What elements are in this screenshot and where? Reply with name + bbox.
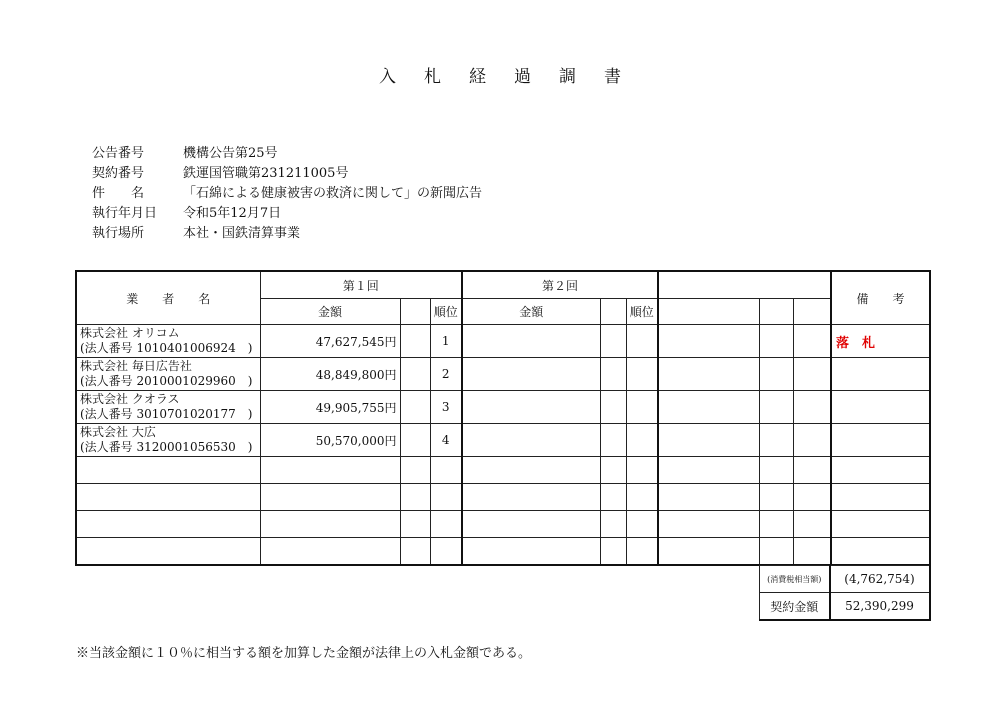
- contract-label: 契約金額: [760, 593, 830, 621]
- blank-cell: [658, 358, 759, 391]
- summary-table: [759, 565, 931, 621]
- header-row-1: [76, 271, 930, 299]
- blank-cell: [260, 511, 400, 538]
- blank-cell: [759, 424, 793, 457]
- info-value: 鉄運国管職第231211005号: [183, 166, 349, 181]
- blank-cell: [793, 511, 831, 538]
- blank-cell: [626, 484, 658, 511]
- title-char: 過: [514, 67, 531, 87]
- vendor-header: 業 者 名: [76, 271, 260, 325]
- blank-cell: [76, 484, 260, 511]
- tax-value: (4,762,754): [830, 566, 930, 593]
- blank-cell: [658, 484, 759, 511]
- tax-row: [760, 566, 930, 593]
- blank-cell: [759, 391, 793, 424]
- blank-cell: [793, 391, 831, 424]
- table-row: [76, 325, 930, 358]
- info-value: 機構公告第25号: [183, 146, 278, 161]
- blank-cell: [600, 358, 626, 391]
- remark-cell: [831, 391, 930, 424]
- blank-cell: [831, 457, 930, 484]
- blank-header: [400, 299, 430, 325]
- bid-rank: 3: [430, 391, 462, 424]
- corporate-number: (法人番号 1010401006924 ): [80, 341, 253, 355]
- info-row-date: [92, 204, 482, 224]
- round-2-header: 第２回: [462, 271, 658, 299]
- amount-header-1: 金額: [260, 299, 400, 325]
- vendor-name: 株式会社 オリコム: [80, 326, 180, 340]
- remark-cell: [831, 424, 930, 457]
- contract-row: [760, 593, 930, 621]
- info-label: 執行場所: [92, 226, 145, 241]
- blank-header: [793, 299, 831, 325]
- blank-cell: [793, 358, 831, 391]
- blank-cell: [759, 511, 793, 538]
- info-label: 契約番号: [92, 166, 145, 181]
- info-row-subject: [92, 184, 482, 204]
- blank-cell: [462, 358, 600, 391]
- info-row-contract-number: [92, 164, 482, 184]
- blank-cell: [626, 424, 658, 457]
- info-label: 執行年月日: [92, 206, 158, 221]
- blank-cell: [400, 424, 430, 457]
- blank-cell: [831, 538, 930, 566]
- blank-cell: [658, 424, 759, 457]
- blank-cell: [831, 511, 930, 538]
- round-1-header: 第１回: [260, 271, 462, 299]
- blank-cell: [76, 457, 260, 484]
- empty-row: [76, 511, 930, 538]
- info-value: 令和5年12月7日: [183, 206, 282, 221]
- corporate-number: (法人番号 3120001056530 ): [80, 440, 253, 454]
- rank-header-1: 順位: [430, 299, 462, 325]
- amount-header-2: 金額: [462, 299, 600, 325]
- blank-cell: [462, 325, 600, 358]
- contract-value: 52,390,299: [830, 593, 930, 621]
- blank-cell: [600, 511, 626, 538]
- blank-cell: [658, 325, 759, 358]
- blank-cell: [462, 511, 600, 538]
- blank-cell: [400, 538, 430, 566]
- blank-cell: [400, 457, 430, 484]
- blank-header: [759, 299, 793, 325]
- title-char: 入: [379, 67, 396, 87]
- vendor-name: 株式会社 毎日広告社: [80, 359, 192, 373]
- blank-cell: [462, 391, 600, 424]
- blank-cell: [759, 457, 793, 484]
- blank-cell: [759, 484, 793, 511]
- blank-cell: [626, 325, 658, 358]
- table-row: [76, 391, 930, 424]
- blank-cell: [626, 457, 658, 484]
- blank-cell: [430, 538, 462, 566]
- info-value: 「石綿による健康被害の救済に関して」の新聞広告: [183, 186, 483, 201]
- vendor-cell: [76, 325, 260, 358]
- empty-row: [76, 538, 930, 566]
- empty-row: [76, 457, 930, 484]
- blank-cell: [831, 484, 930, 511]
- table-row: [76, 358, 930, 391]
- blank-cell: [260, 484, 400, 511]
- bid-amount: 50,570,000円: [260, 424, 400, 457]
- blank-cell: [400, 511, 430, 538]
- info-row-notice-number: [92, 144, 482, 164]
- blank-cell: [793, 538, 831, 566]
- blank-cell: [600, 424, 626, 457]
- blank-cell: [626, 511, 658, 538]
- blank-cell: [793, 424, 831, 457]
- vendor-name: 株式会社 大広: [80, 425, 156, 439]
- blank-cell: [260, 538, 400, 566]
- footnote: ※当該金額に１０％に相当する額を加算した金額が法律上の入札金額である。: [76, 646, 532, 661]
- title-char: 札: [424, 67, 441, 87]
- blank-cell: [793, 484, 831, 511]
- blank-cell: [462, 538, 600, 566]
- blank-cell: [626, 538, 658, 566]
- blank-cell: [759, 325, 793, 358]
- info-label: 公告番号: [92, 146, 145, 161]
- bid-table: [75, 270, 931, 566]
- blank-cell: [600, 484, 626, 511]
- table-row: [76, 424, 930, 457]
- info-row-place: [92, 224, 482, 244]
- rank-header-2: 順位: [626, 299, 658, 325]
- blank-header: [658, 299, 759, 325]
- bid-amount: 47,627,545円: [260, 325, 400, 358]
- info-value: 本社・国鉄清算事業: [183, 226, 301, 241]
- round-3-header: [658, 271, 831, 299]
- vendor-cell: [76, 391, 260, 424]
- vendor-cell: [76, 424, 260, 457]
- blank-cell: [658, 457, 759, 484]
- blank-cell: [400, 358, 430, 391]
- corporate-number: (法人番号 3010701020177 ): [80, 407, 253, 421]
- blank-cell: [658, 391, 759, 424]
- bid-rank: 4: [430, 424, 462, 457]
- blank-cell: [260, 457, 400, 484]
- vendor-name: 株式会社 クオラス: [80, 392, 180, 406]
- blank-header: [600, 299, 626, 325]
- blank-cell: [626, 358, 658, 391]
- corporate-number: (法人番号 2010001029960 ): [80, 374, 253, 388]
- empty-row: [76, 484, 930, 511]
- bid-amount: 48,849,800円: [260, 358, 400, 391]
- title-char: 調: [559, 67, 576, 87]
- bid-info: [92, 144, 482, 244]
- blank-cell: [400, 325, 430, 358]
- blank-cell: [759, 358, 793, 391]
- title-char: 経: [469, 67, 486, 87]
- bid-amount: 49,905,755円: [260, 391, 400, 424]
- blank-cell: [430, 511, 462, 538]
- bid-rank: 1: [430, 325, 462, 358]
- blank-cell: [600, 325, 626, 358]
- remark-cell: 落 札: [831, 325, 930, 358]
- blank-cell: [600, 457, 626, 484]
- blank-cell: [400, 484, 430, 511]
- bid-rank: 2: [430, 358, 462, 391]
- blank-cell: [658, 511, 759, 538]
- info-label: 件 名: [92, 186, 145, 201]
- blank-cell: [793, 325, 831, 358]
- blank-cell: [658, 538, 759, 566]
- document-title: [0, 62, 1000, 87]
- title-char: 書: [604, 67, 621, 87]
- remarks-header: 備 考: [831, 271, 930, 325]
- blank-cell: [759, 538, 793, 566]
- blank-cell: [462, 457, 600, 484]
- blank-cell: [793, 457, 831, 484]
- blank-cell: [462, 424, 600, 457]
- blank-cell: [400, 391, 430, 424]
- blank-cell: [76, 538, 260, 566]
- blank-cell: [76, 511, 260, 538]
- blank-cell: [430, 457, 462, 484]
- vendor-cell: [76, 358, 260, 391]
- blank-cell: [626, 391, 658, 424]
- remark-cell: [831, 358, 930, 391]
- blank-cell: [462, 484, 600, 511]
- blank-cell: [600, 391, 626, 424]
- blank-cell: [430, 484, 462, 511]
- tax-label: (消費税相当額): [760, 566, 830, 593]
- blank-cell: [600, 538, 626, 566]
